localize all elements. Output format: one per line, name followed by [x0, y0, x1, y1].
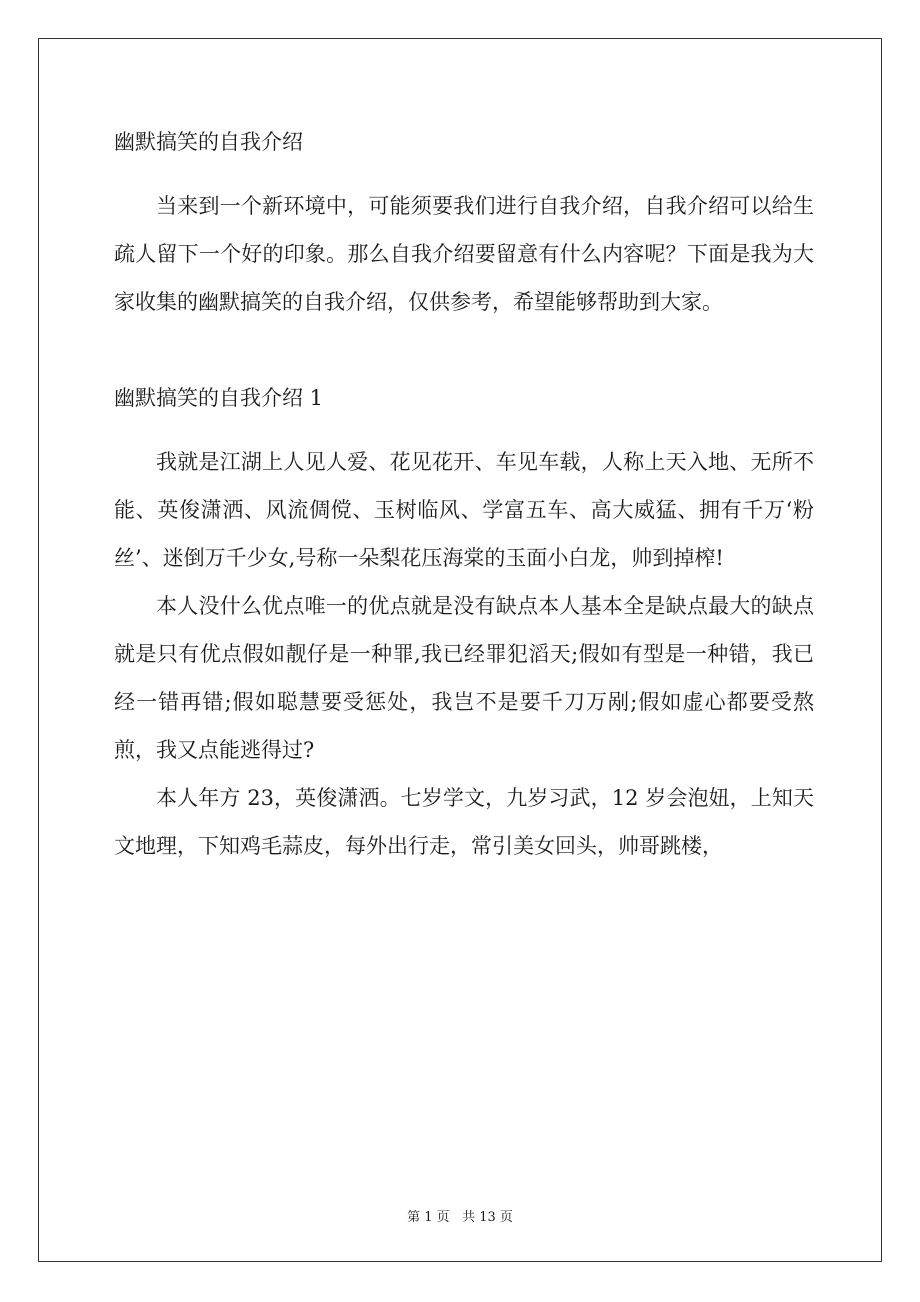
- section-paragraph-3: 本人年方 23，英俊潇洒。七岁学文，九岁习武，12 岁会泡妞，上知天文地理，下知鸡毛蒜皮，每外出行走，常引美女回头，帅哥跳楼，: [114, 786, 814, 858]
- document-body: [114, 118, 814, 870]
- section-spacer: [114, 326, 814, 374]
- section-paragraph-2: 本人没什么优点唯一的优点就是没有缺点本人基本全是缺点最大的缺点就是只有优点假如靓仔是一种罪,我已经罪犯滔天;假如有型是一种错，我已经一错再错;假如聪慧要受惩处，我岂不是要千刀万剐;假如虚心都要受熬煎，我又点能逃得过?: [114, 594, 814, 762]
- intro-paragraph: 当来到一个新环境中，可能须要我们进行自我介绍，自我介绍可以给生疏人留下一个好的印象。那么自我介绍要留意有什么内容呢？下面是我为大家收集的幽默搞笑的自我介绍，仅供参考，希望能够帮助到大家。: [114, 194, 814, 314]
- page-footer: [0, 1206, 920, 1225]
- section-paragraph-1: 我就是江湖上人见人爱、花见花开、车见车载，人称上天入地、无所不能、英俊潇洒、风流倜傥、玉树临风、学富五车、高大威猛、拥有千万‘粉丝’、迷倒万千少女,号称一朵梨花压海棠的玉面小白龙，帅到掉榨!: [114, 450, 814, 570]
- page-number: 第 1 页: [407, 1210, 450, 1225]
- section-heading: 幽默搞笑的自我介绍 1: [114, 386, 324, 410]
- page-total: 共 13 页: [462, 1210, 513, 1225]
- document-title: 幽默搞笑的自我介绍: [114, 130, 303, 154]
